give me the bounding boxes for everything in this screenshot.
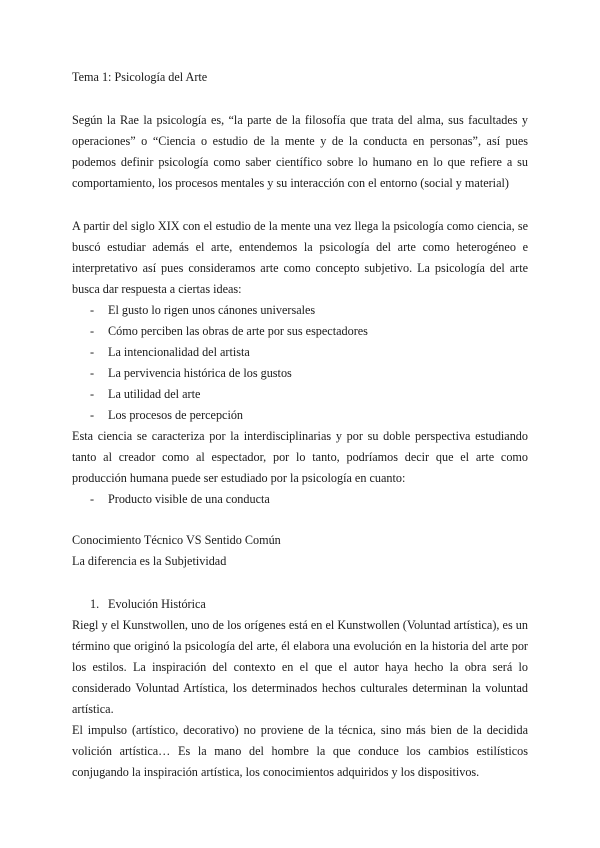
document-title: Tema 1: Psicología del Arte (72, 70, 208, 84)
list-item (72, 384, 528, 405)
bullet-marker: - (90, 345, 95, 359)
bullet-marker: - (90, 492, 95, 506)
bullet-marker: - (90, 387, 95, 401)
list-item-text: La intencionalidad del artista (108, 345, 250, 359)
conducta-list (72, 489, 528, 510)
list-item (72, 363, 528, 384)
bullet-marker: - (90, 324, 95, 338)
intro-paragraph: Según la Rae la psicología es, “la parte de la filosofía que trata del alma, sus facultades y operaciones” o “Ciencia o estudio de la mente y de la conducta en personas”, así pues podemos definir psicología como saber científico sobre lo humano en lo que refiere a su comportamiento, los procesos mentales y su interacción con el entorno (social y material) (72, 113, 528, 190)
list-item (72, 300, 528, 321)
science-paragraph: Esta ciencia se caracteriza por la interdisciplinarias y por su doble perspectiva estudiando tanto al creador como al espectador, por lo tanto, podríamos decir que el arte como producción humana puede ser estudiado por la psicología en cuanto: (72, 429, 528, 485)
bullet-marker: - (90, 303, 95, 317)
section-title: Evolución Histórica (108, 597, 206, 611)
document-body (72, 67, 528, 783)
numbered-sections (72, 594, 528, 615)
list-item-text: La pervivencia histórica de los gustos (108, 366, 292, 380)
list-item-text: La utilidad del arte (108, 387, 201, 401)
bullet-marker: - (90, 408, 95, 422)
numbered-heading (72, 594, 528, 615)
list-item (72, 489, 528, 510)
list-item-text: Los procesos de percepción (108, 408, 244, 422)
list-item (72, 321, 528, 342)
impulse-paragraph: El impulso (artístico, decorativo) no proviene de la técnica, sino más bien de la decidida volición artística… Es la mano del hombre la que conduce los cambios estilísticos conjugando la inspiración artística, los conocimientos adquiridos y los dispositivos. (72, 723, 528, 779)
ideas-list (72, 300, 528, 426)
list-item (72, 405, 528, 426)
section-subheading: La diferencia es la Subjetividad (72, 554, 227, 568)
list-item-text: Producto visible de una conducta (108, 492, 270, 506)
section-heading: Conocimiento Técnico VS Sentido Común (72, 533, 281, 547)
section-number: 1. (90, 597, 100, 611)
riegl-paragraph: Riegl y el Kunstwollen, uno de los orígenes está en el Kunstwollen (Voluntad artística), es un término que originó la psicología del arte, él elabora una evolución en la historia del arte por los estilos. La inspiración del contexto en el que el autor haya hecho la obra será lo considerado Voluntad Artística, los determinados hechos culturales determinan la voluntad artística. (72, 618, 528, 716)
list-item-text: El gusto lo rigen unos cánones universales (108, 303, 316, 317)
list-item-text: Cómo perciben las obras de arte por sus espectadores (108, 324, 368, 338)
history-paragraph: A partir del siglo XIX con el estudio de la mente una vez llega la psicología como ciencia, se buscó estudiar además el arte, entendemos la psicología del arte como heterogéneo e interpretativo así pues consideramos arte como concepto subjetivo. La psicología del arte busca dar respuesta a ciertas ideas: (72, 219, 528, 296)
list-item (72, 342, 528, 363)
bullet-marker: - (90, 366, 95, 380)
